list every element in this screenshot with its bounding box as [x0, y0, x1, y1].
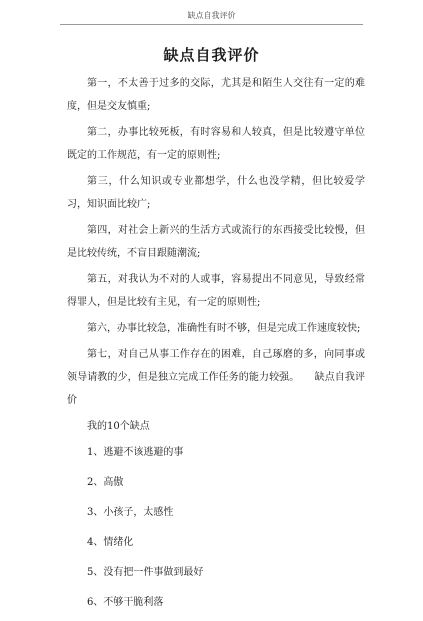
running-header: 缺点自我评价 [60, 10, 363, 25]
list-item-4: 4、情绪化 [87, 537, 134, 548]
paragraph-1: 第一，不太善于过多的交际，尤其是和陌生人交往有一定的难度，但是交友慎重; [67, 78, 365, 112]
paragraph-7: 第七，对自己从事工作存在的困难，自己琢磨的多，向同事或领导请教的少，但是独立完成工作任务的能力较强。 缺点自我评价 [67, 349, 365, 406]
paragraph-3: 第三，什么知识或专业都想学，什么也没学精，但比较爱学习，知识面比较广; [67, 176, 365, 210]
paragraph-2: 第二，办事比较死板，有时容易和人较真，但是比较遵守单位既定的工作规范，有一定的原则性; [67, 127, 365, 161]
paragraph-6: 第六，办事比较急，准确性有时不够，但是完成工作速度较快; [87, 323, 361, 334]
list-item-3: 3、小孩子，太感性 [87, 507, 174, 518]
list-item-5: 5、没有把一件事做到最好 [87, 567, 204, 578]
document-title: 缺点自我评价 [163, 46, 260, 64]
paragraph-4: 第四，对社会上新兴的生活方式或流行的东西接受比较慢，但是比较传统，不盲目跟随潮流; [67, 225, 365, 259]
list-item-2: 2、高傲 [87, 477, 124, 488]
paragraph-5: 第五，对我认为不对的人或事，容易提出不同意见，导致经常得罪人，但是比较有主见，有一定的原则性; [67, 274, 365, 308]
document-body [67, 72, 365, 621]
list-heading: 我的10个缺点 [87, 421, 150, 432]
list-item-1: 1、逃避不该逃避的事 [87, 447, 184, 458]
list-item-6: 6、不够干脆利落 [87, 597, 164, 608]
